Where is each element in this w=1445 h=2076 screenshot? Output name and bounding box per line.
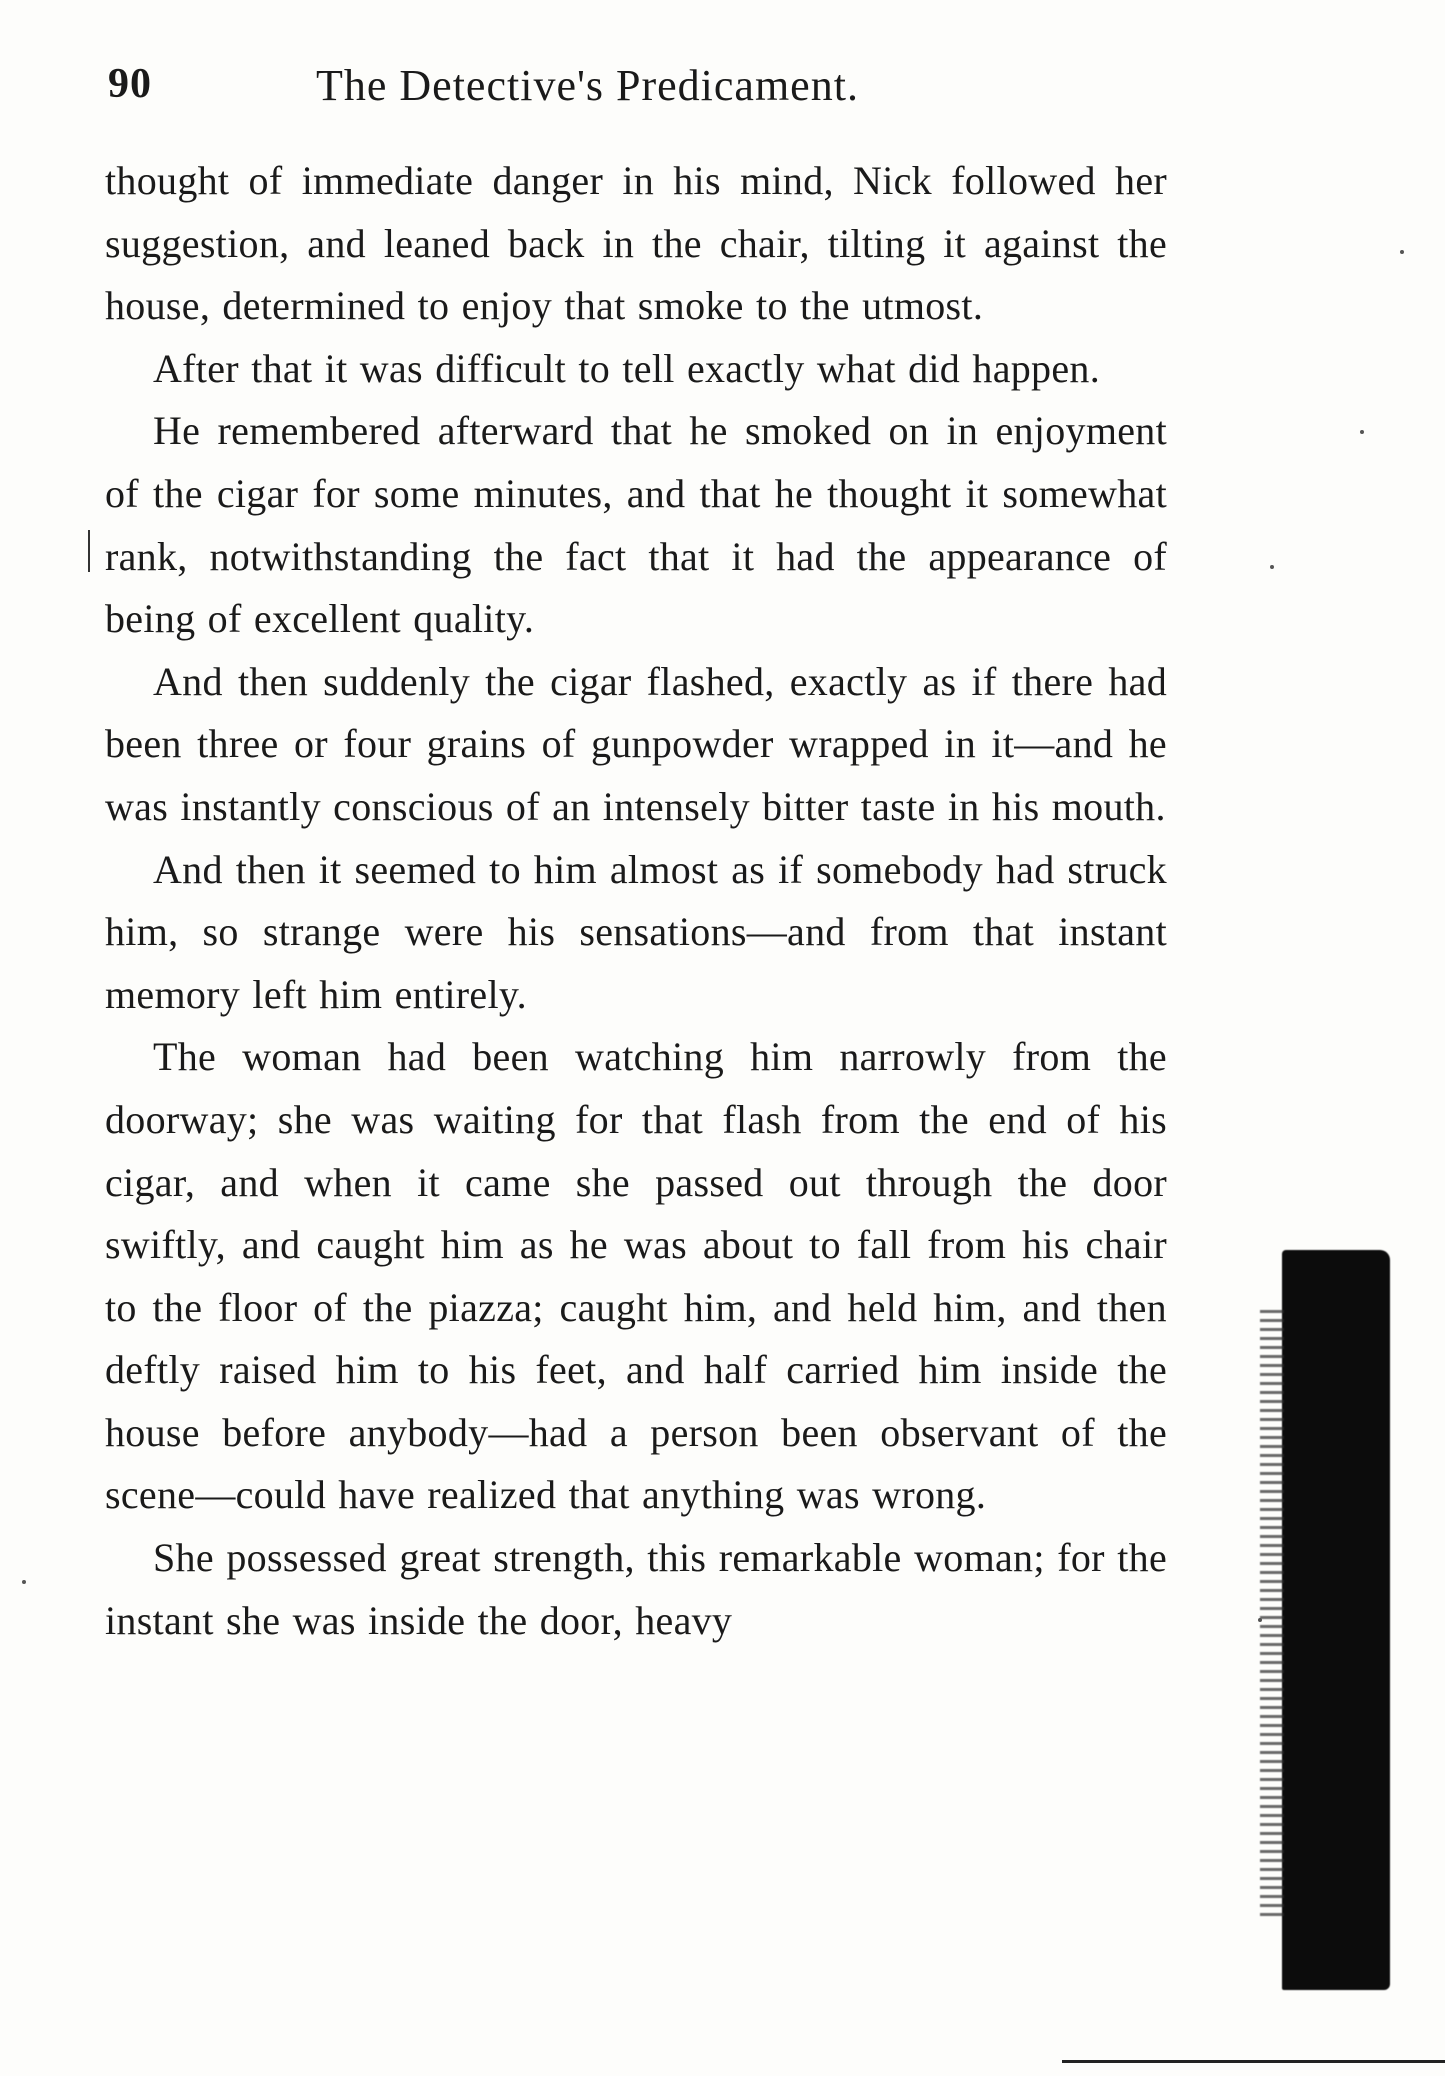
scan-edge-line bbox=[1062, 2060, 1445, 2063]
paragraph: And then suddenly the cigar flashed, exactly as if there had been three or four grains of gunpowder wrapped in it—and he was instantly conscious of an intensely bitter taste in his mouth. bbox=[105, 658, 1167, 829]
body-text bbox=[105, 150, 1167, 1652]
scan-speck bbox=[1400, 250, 1404, 254]
margin-mark bbox=[88, 530, 90, 572]
page-number: 90 bbox=[108, 61, 152, 107]
scan-speck bbox=[1360, 430, 1364, 434]
paragraph: After that it was difficult to tell exactly what did happen. bbox=[153, 345, 1101, 391]
paragraph: And then it seemed to him almost as if somebody had struck him, so strange were his sensations—and from that instant memory left him entirely. bbox=[105, 846, 1167, 1017]
running-title: The Detective's Predicament. bbox=[316, 61, 859, 110]
scan-speck bbox=[1270, 565, 1274, 569]
paragraph: He remembered afterward that he smoked on in enjoyment of the cigar for some minutes, and that he thought it somewhat rank, notwithstanding the fact that it had the appearance of being of excellent quality. bbox=[105, 408, 1167, 642]
scan-artifact bbox=[1282, 1250, 1390, 1990]
paragraph: She possessed great strength, this remarkable woman; for the instant she was inside the door, heavy bbox=[105, 1535, 1167, 1643]
paragraph: The woman had been watching him narrowly from the doorway; she was waiting for that flash from the end of his cigar, and when it came she passed out through the door swiftly, and caught him as he was about to fall from his chair to the floor of the piazza; caught him, and held him, and then deftly raised him to his feet, and half carried him inside the house before anybody—had a person been observant of the scene—could have realized that anything was wrong. bbox=[105, 1034, 1167, 1518]
running-head bbox=[108, 60, 1168, 120]
paragraph: thought of immediate danger in his mind, Nick followed her suggestion, and leaned back in the chair, tilting it against the house, determined to enjoy that smoke to the utmost. bbox=[105, 158, 1167, 329]
scan-speck bbox=[1258, 1618, 1262, 1622]
scan-speck bbox=[22, 1580, 26, 1584]
